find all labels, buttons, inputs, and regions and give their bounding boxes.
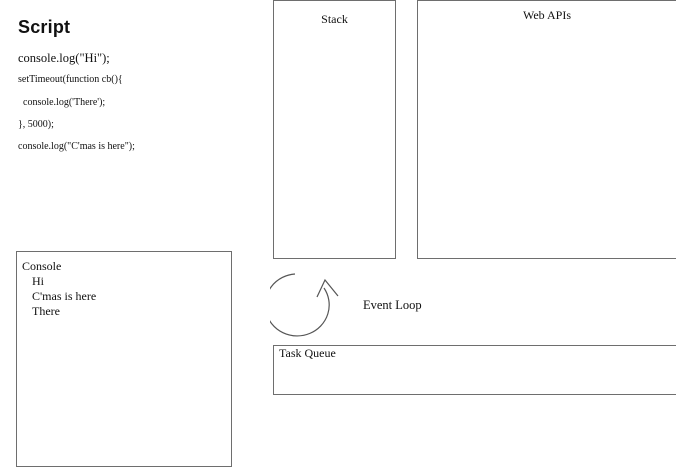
web-apis-box	[417, 0, 676, 259]
task-queue-box	[273, 345, 676, 395]
stack-box	[273, 0, 396, 259]
console-label: Console	[22, 259, 62, 273]
script-line-4: }, 5000);	[18, 119, 54, 130]
stack-label: Stack	[321, 12, 348, 26]
task-queue-label: Task Queue	[279, 346, 336, 360]
console-output-line-1: Hi	[32, 274, 44, 288]
script-title: Script	[18, 17, 71, 37]
script-line-2: setTimeout(function cb(){	[18, 74, 123, 85]
script-line-1: console.log("Hi");	[18, 51, 110, 65]
script-line-3: console.log('There');	[18, 97, 106, 108]
console-output-line-3: There	[32, 304, 60, 318]
web-apis-label: Web APIs	[522, 8, 572, 22]
event-loop-label: Event Loop	[363, 298, 422, 312]
console-box	[16, 251, 232, 467]
loop-arrow-icon	[270, 268, 350, 338]
script-line-5: console.log("C'mas is here");	[18, 141, 135, 152]
console-output-line-2: C'mas is here	[32, 289, 97, 303]
